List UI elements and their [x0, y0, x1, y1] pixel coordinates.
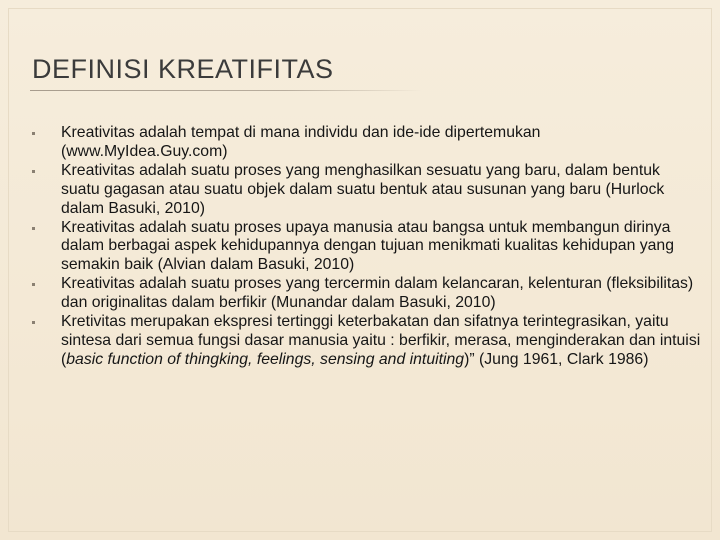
bullet-text	[61, 313, 702, 370]
bullet-square-icon	[32, 170, 35, 173]
slide-frame-right	[711, 8, 712, 532]
bullet-square-icon	[32, 227, 35, 230]
bullet-text	[61, 275, 702, 313]
bullet-item	[32, 219, 702, 276]
text-run: Kretivitas merupakan ekspresi tertinggi keterbakatan dan sifatnya terintegrasikan, yaitu sintesa dari semua fungsi dasar manusia yaitu : berfikir, merasa, menginderakan dan intuisi (	[61, 313, 701, 368]
slide-frame-left	[8, 8, 9, 532]
title-underline	[30, 90, 422, 91]
bullet-text	[61, 124, 702, 162]
bullet-square-icon	[32, 321, 35, 324]
bullet-item	[32, 313, 702, 370]
slide-frame-top	[8, 8, 712, 9]
text-run: Kreativitas adalah suatu proses upaya manusia atau bangsa untuk membangun dirinya dalam berbagai aspek kehidupannya dengan tujuan menikmati kualitas kehidupan yang semakin baik (Alvian dalam Basuki, 2010)	[61, 218, 674, 274]
bullet-list	[32, 124, 702, 370]
bullet-item	[32, 275, 702, 313]
bullet-square-icon	[32, 283, 35, 286]
slide-frame-bottom	[8, 531, 712, 532]
bullet-text	[61, 162, 702, 219]
bullet-item	[32, 162, 702, 219]
slide-title: DEFINISI KREATIFITAS	[32, 54, 334, 84]
text-run: Kreativitas adalah suatu proses yang menghasilkan sesuatu yang baru, dalam bentuk suatu gagasan atau suatu objek dalam suatu bentuk atau susunan yang baru (Hurlock dalam Basuki, 2010)	[61, 161, 665, 217]
italic-phrase: basic function of thingking, feelings, sensing and intuiting	[66, 350, 465, 368]
bullet-item	[32, 124, 702, 162]
bullet-square-icon	[32, 132, 35, 135]
bullet-text	[61, 219, 702, 276]
text-run: Kreativitas adalah suatu proses yang tercermin dalam kelancaran, kelenturan (fleksibilitas) dan originalitas dalam berfikir (Munandar dalam Basuki, 2010)	[61, 275, 694, 312]
text-run: Kreativitas adalah tempat di mana individu dan ide-ide dipertemukan (www.MyIdea.Guy.com)	[61, 124, 541, 160]
text-run: )” (Jung 1961, Clark 1986)	[464, 350, 649, 368]
